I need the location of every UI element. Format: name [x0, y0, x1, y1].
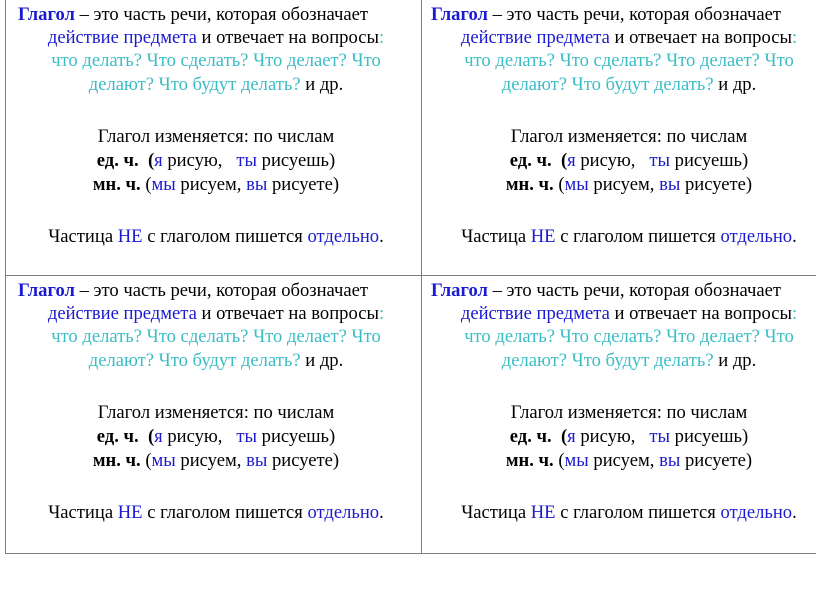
period: . — [792, 226, 797, 247]
particle-mid: с глаголом пишется — [555, 502, 721, 523]
questions-text-1: что делать? Что сделать? Что делает? Что — [51, 50, 381, 71]
pronoun-my: мы — [564, 174, 589, 195]
singular-label: ед. ч. — [96, 150, 139, 171]
plural-line — [419, 449, 816, 473]
plural-label: мн. ч. — [505, 174, 554, 195]
verb-risuete: рисуете) — [267, 174, 340, 195]
singular-line — [6, 425, 426, 449]
changes-text: Глагол изменяется: по числам — [97, 402, 335, 423]
card-top-right — [419, 1, 816, 275]
pronoun-ya: я — [567, 426, 576, 447]
colon: : — [378, 27, 385, 48]
verb-risuyu: рисую, — [162, 150, 237, 171]
questions-line-1 — [6, 325, 426, 349]
verb-risuyu: рисую, — [162, 426, 237, 447]
changes-text: Глагол изменяется: по числам — [97, 126, 335, 147]
definition-line-2 — [6, 26, 426, 50]
verb-risuyu: рисую, — [575, 426, 650, 447]
etc-text: и др. — [713, 74, 757, 95]
questions-line-2 — [419, 73, 816, 97]
definition-line-1 — [6, 3, 426, 27]
colon: : — [791, 303, 798, 324]
definition-line-2 — [419, 26, 816, 50]
particle-ne: НЕ — [117, 226, 143, 247]
questions-text-1: что делать? Что сделать? Что делает? Что — [464, 50, 794, 71]
pronoun-my: мы — [151, 450, 176, 471]
particle-line — [6, 225, 426, 249]
plural-line — [6, 173, 426, 197]
pronoun-ty: ты — [236, 426, 258, 447]
plural-paren: ( — [140, 450, 152, 471]
separately-word: отдельно — [720, 226, 793, 247]
singular-line — [6, 149, 426, 173]
particle-pre: Частица — [461, 226, 531, 247]
questions-text-2: делают? Что будут делать? — [88, 350, 301, 371]
definition-text: – это часть речи, которая обозначает — [74, 4, 369, 25]
definition-text: – это часть речи, которая обозначает — [487, 4, 782, 25]
colon: : — [791, 27, 798, 48]
questions-line-1 — [419, 325, 816, 349]
verb-risuesh: рисуешь) — [670, 150, 749, 171]
particle-pre: Частица — [48, 226, 118, 247]
pronoun-my: мы — [151, 174, 176, 195]
row-divider — [5, 275, 816, 276]
particle-line — [419, 501, 816, 525]
verb-risuesh: рисуешь) — [257, 426, 336, 447]
questions-line-2 — [6, 349, 426, 373]
particle-line — [6, 501, 426, 525]
pronoun-ya: я — [154, 150, 163, 171]
answers-text: и отвечает на вопросы — [196, 27, 379, 48]
plural-label: мн. ч. — [92, 450, 141, 471]
singular-line — [419, 425, 816, 449]
verb-risuyu: рисую, — [575, 150, 650, 171]
term-verb: Глагол — [431, 4, 488, 25]
questions-line-2 — [419, 349, 816, 373]
questions-text-1: что делать? Что сделать? Что делает? Что — [51, 326, 381, 347]
changes-line — [419, 401, 816, 425]
singular-label: ед. ч. — [96, 426, 139, 447]
separately-word: отдельно — [307, 226, 380, 247]
particle-ne: НЕ — [117, 502, 143, 523]
questions-line-1 — [419, 49, 816, 73]
verb-risuem: рисуем, — [588, 450, 660, 471]
questions-line-1 — [6, 49, 426, 73]
plural-paren: ( — [553, 174, 565, 195]
changes-line — [6, 125, 426, 149]
verb-risuem: рисуем, — [175, 450, 247, 471]
questions-text-2: делают? Что будут делать? — [88, 74, 301, 95]
pronoun-vy: вы — [246, 450, 268, 471]
action-phrase: действие предмета — [47, 27, 197, 48]
particle-ne: НЕ — [530, 502, 556, 523]
colon: : — [378, 303, 385, 324]
plural-paren: ( — [553, 450, 565, 471]
questions-text-2: делают? Что будут делать? — [501, 350, 714, 371]
questions-text-1: что делать? Что сделать? Что делает? Что — [464, 326, 794, 347]
verb-risuesh: рисуешь) — [670, 426, 749, 447]
term-verb: Глагол — [18, 4, 75, 25]
questions-text-2: делают? Что будут делать? — [501, 74, 714, 95]
etc-text: и др. — [300, 74, 344, 95]
period: . — [379, 226, 384, 247]
answers-text: и отвечает на вопросы — [196, 303, 379, 324]
plural-paren: ( — [140, 174, 152, 195]
questions-line-2 — [6, 73, 426, 97]
separately-word: отдельно — [307, 502, 380, 523]
singular-paren: ( — [138, 150, 155, 171]
particle-mid: с глаголом пишется — [142, 226, 308, 247]
action-phrase: действие предмета — [47, 303, 197, 324]
pronoun-vy: вы — [659, 450, 681, 471]
pronoun-ya: я — [567, 150, 576, 171]
singular-line — [419, 149, 816, 173]
plural-line — [419, 173, 816, 197]
pronoun-ty: ты — [649, 150, 671, 171]
particle-pre: Частица — [461, 502, 531, 523]
answers-text: и отвечает на вопросы — [609, 303, 792, 324]
pronoun-ty: ты — [236, 150, 258, 171]
definition-line-1 — [419, 3, 816, 27]
verb-risuete: рисуете) — [267, 450, 340, 471]
singular-paren: ( — [551, 150, 568, 171]
definition-line-2 — [419, 302, 816, 326]
pronoun-my: мы — [564, 450, 589, 471]
verb-risuem: рисуем, — [175, 174, 247, 195]
plural-label: мн. ч. — [505, 450, 554, 471]
definition-text: – это часть речи, которая обозначает — [74, 280, 369, 301]
definition-line-1 — [419, 279, 816, 303]
etc-text: и др. — [300, 350, 344, 371]
pronoun-ya: я — [154, 426, 163, 447]
changes-text: Глагол изменяется: по числам — [510, 402, 748, 423]
particle-pre: Частица — [48, 502, 118, 523]
definition-line-1 — [6, 279, 426, 303]
pronoun-vy: вы — [659, 174, 681, 195]
card-top-left — [6, 1, 426, 275]
separately-word: отдельно — [720, 502, 793, 523]
card-bottom-left — [6, 277, 426, 551]
particle-ne: НЕ — [530, 226, 556, 247]
etc-text: и др. — [713, 350, 757, 371]
verb-risuete: рисуете) — [680, 450, 753, 471]
singular-label: ед. ч. — [509, 150, 552, 171]
pronoun-ty: ты — [649, 426, 671, 447]
period: . — [379, 502, 384, 523]
term-verb: Глагол — [18, 280, 75, 301]
singular-label: ед. ч. — [509, 426, 552, 447]
verb-risuem: рисуем, — [588, 174, 660, 195]
particle-mid: с глаголом пишется — [142, 502, 308, 523]
particle-mid: с глаголом пишется — [555, 226, 721, 247]
changes-line — [419, 125, 816, 149]
plural-line — [6, 449, 426, 473]
action-phrase: действие предмета — [460, 27, 610, 48]
changes-line — [6, 401, 426, 425]
answers-text: и отвечает на вопросы — [609, 27, 792, 48]
term-verb: Глагол — [431, 280, 488, 301]
card-bottom-right — [419, 277, 816, 551]
singular-paren: ( — [551, 426, 568, 447]
plural-label: мн. ч. — [92, 174, 141, 195]
pronoun-vy: вы — [246, 174, 268, 195]
definition-text: – это часть речи, которая обозначает — [487, 280, 782, 301]
singular-paren: ( — [138, 426, 155, 447]
particle-line — [419, 225, 816, 249]
action-phrase: действие предмета — [460, 303, 610, 324]
changes-text: Глагол изменяется: по числам — [510, 126, 748, 147]
verb-risuesh: рисуешь) — [257, 150, 336, 171]
verb-risuete: рисуете) — [680, 174, 753, 195]
definition-line-2 — [6, 302, 426, 326]
period: . — [792, 502, 797, 523]
